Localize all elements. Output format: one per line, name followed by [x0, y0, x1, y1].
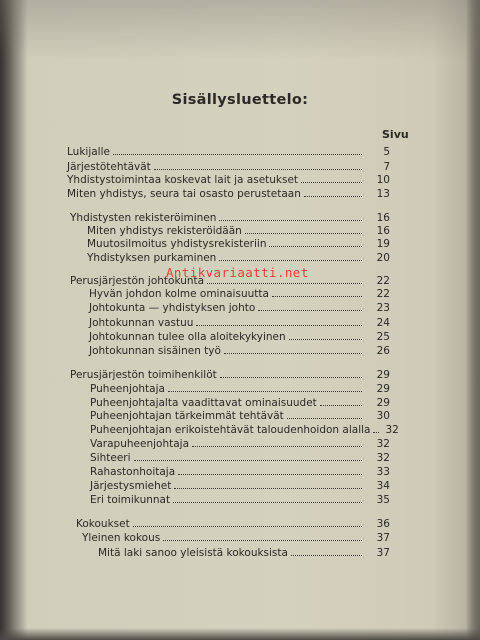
- toc-entry-title: Johtokunta — yhdistyksen johto: [89, 302, 256, 314]
- toc-entry-page: 7: [383, 161, 390, 173]
- dot-leader: [291, 555, 362, 556]
- toc-entry-title: Puheenjohtajan tärkeimmät tehtävät: [90, 410, 284, 422]
- dot-leader: [174, 488, 362, 489]
- toc-entry-title: Miten yhdistys, seura tai osasto perustetaan: [67, 188, 301, 200]
- dot-leader: [258, 310, 362, 311]
- dot-leader: [163, 540, 362, 541]
- toc-entry-title: Järjestötehtävät: [67, 161, 151, 173]
- toc-entry-page: 37: [376, 532, 390, 544]
- toc-entry-page: 34: [376, 480, 390, 492]
- toc-entry-page: 20: [376, 252, 390, 264]
- toc-entry-title: Yhdistyksen purkaminen: [87, 252, 217, 264]
- toc-entry: [98, 543, 390, 559]
- dot-leader: [373, 432, 379, 433]
- toc-entry-page: 30: [376, 410, 390, 422]
- toc-heading: Sisällysluettelo:: [171, 92, 309, 108]
- toc-entry-page: 10: [376, 174, 390, 186]
- toc-entry-title: Mitä laki sanoo yleisistä kokouksista: [98, 547, 288, 559]
- toc-entry-page: 24: [376, 317, 390, 329]
- toc-entry-title: Hyvän johdon kolme ominaisuutta: [89, 288, 269, 300]
- toc-entry-title: Varapuheenjohtaja: [90, 438, 190, 450]
- toc-entry-title: Lukijalle: [67, 146, 110, 158]
- toc-entry: [67, 184, 390, 200]
- page-top-shade: [0, 0, 480, 60]
- toc-entry-page: 25: [376, 331, 390, 343]
- toc-entry-title: Järjestysmiehet: [90, 480, 172, 492]
- toc-entry-page: 13: [376, 188, 390, 200]
- toc-entry-page: 22: [376, 275, 390, 287]
- toc-entry-page: 29: [376, 397, 390, 409]
- toc-entry-title: Johtokunnan tulee olla aloitekykyinen: [89, 331, 286, 343]
- dot-leader: [301, 182, 362, 183]
- toc-entry-title: Rahastonhoitaja: [90, 466, 176, 478]
- toc-entry-title: Yleinen kokous: [82, 532, 161, 544]
- dot-leader: [269, 246, 362, 247]
- toc-entry-title: Eri toimikunnat: [90, 494, 171, 506]
- dot-leader: [134, 460, 362, 461]
- toc-entry-title: Yhdistystoimintaa koskevat lait ja asetukset: [67, 174, 299, 186]
- dot-leader: [272, 296, 362, 297]
- toc-entry-title: Johtokunnan vastuu: [89, 317, 194, 329]
- toc-entry: [82, 528, 390, 544]
- toc-entry: [90, 490, 390, 506]
- toc-entry-title: Kokoukset: [76, 518, 130, 530]
- toc-entry-page: 16: [376, 212, 390, 224]
- toc-entry-title: Yhdistysten rekisteröiminen: [70, 212, 217, 224]
- dot-leader: [287, 418, 362, 419]
- toc-entry-title: Sihteeri: [90, 452, 131, 464]
- page-column-header: Sivu: [382, 128, 409, 141]
- toc-entry-title: Perusjärjestön johtokunta: [70, 275, 205, 287]
- toc-entry-page: 32: [376, 438, 390, 450]
- toc-entry-page: 23: [376, 302, 390, 314]
- toc-entry-page: 16: [376, 225, 390, 237]
- toc-entry-title: Puheenjohtajalta vaadittavat ominaisuudet: [90, 397, 317, 409]
- toc-entry-title: Muutosilmoitus yhdistysrekisteriin: [87, 238, 267, 250]
- dot-leader: [168, 391, 362, 392]
- dot-leader: [173, 502, 362, 503]
- toc-entry-page: 19: [376, 238, 390, 250]
- toc-entry-page: 26: [376, 345, 390, 357]
- toc-entry-title: Johtokunnan sisäinen työ: [89, 345, 221, 357]
- toc-entry-page: 32: [385, 424, 399, 436]
- dot-leader: [304, 196, 362, 197]
- toc-entry-page: 33: [376, 466, 390, 478]
- toc-entry-title: Puheenjohtajan erikoistehtävät taloudenhoidon alalla: [90, 424, 371, 436]
- toc-entry-title: Puheenjohtaja: [90, 383, 165, 395]
- toc-entry-page: 22: [376, 288, 390, 300]
- toc-entry-page: 29: [376, 369, 390, 381]
- dot-leader: [113, 154, 362, 155]
- toc-entry-page: 36: [376, 518, 390, 530]
- toc-entry-page: 35: [376, 494, 390, 506]
- toc-entry: [87, 248, 390, 264]
- dot-leader: [133, 526, 362, 527]
- dot-leader: [192, 446, 362, 447]
- toc-entry-page: 29: [376, 383, 390, 395]
- dot-leader: [220, 377, 362, 378]
- toc-entry-title: Miten yhdistys rekisteröidään: [87, 225, 242, 237]
- watermark: Antikvariaatti.net: [166, 265, 309, 280]
- dot-leader: [219, 260, 362, 261]
- dot-leader: [224, 353, 362, 354]
- toc-entry: [89, 298, 390, 314]
- toc-entry: [89, 341, 390, 357]
- toc-entry-page: 32: [376, 452, 390, 464]
- page-bottom-edge: [0, 628, 480, 640]
- toc-entry-page: 5: [383, 146, 390, 158]
- toc-entry: [67, 142, 390, 158]
- toc-entry-title: Perusjärjestön toimihenkilöt: [70, 369, 217, 381]
- dot-leader: [289, 339, 362, 340]
- dot-leader: [196, 325, 362, 326]
- dot-leader: [178, 474, 362, 475]
- toc-entry-page: 37: [376, 547, 390, 559]
